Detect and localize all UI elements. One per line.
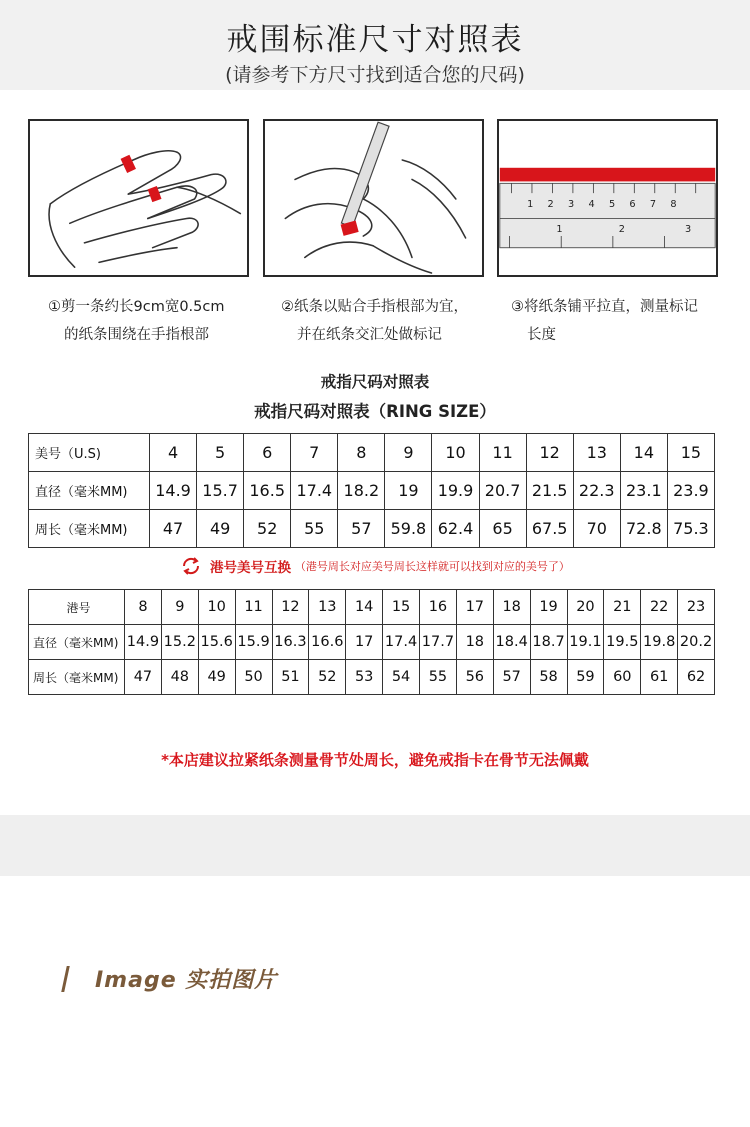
step-3-caption-line2: 长度	[527, 327, 556, 343]
swap-arrows-icon	[180, 555, 202, 577]
ruler-top-label-7: 7	[649, 198, 657, 210]
table-cell: 20.2	[678, 625, 715, 660]
size-table-title: 戒指尺码对照表	[320, 373, 430, 391]
row-header: 周长（毫米MM)	[29, 660, 125, 695]
table-cell: 15	[383, 590, 420, 625]
table-cell: 10	[432, 434, 479, 472]
table-cell: 12	[526, 434, 573, 472]
table-cell: 15.2	[161, 625, 198, 660]
page-subtitle: (请参考下方尺寸找到适合您的尺码)	[225, 64, 525, 86]
pen-marking-icon	[265, 121, 482, 275]
hk-row-size	[29, 590, 715, 625]
table-cell: 20.7	[479, 472, 526, 510]
table-cell: 47	[150, 510, 197, 548]
row-header: 港号	[29, 590, 125, 625]
table-cell: 22	[641, 590, 678, 625]
conversion-detail: （港号周长对应美号周长这样就可以找到对应的美号了）	[294, 560, 570, 573]
ruler-top-label-5: 5	[608, 198, 616, 210]
table-cell: 62	[678, 660, 715, 695]
ruler-top-label-3: 3	[568, 198, 575, 210]
table-cell: 57	[493, 660, 530, 695]
table-cell: 13	[573, 434, 620, 472]
table-cell: 14	[346, 590, 383, 625]
conversion-label: 港号美号互换	[210, 560, 291, 576]
table-cell: 15.9	[235, 625, 272, 660]
table-cell: 19.9	[432, 472, 479, 510]
conversion-note	[0, 555, 750, 581]
ruler-bottom-label-2: 2	[618, 224, 625, 236]
step-1-caption	[48, 293, 224, 349]
row-header: 美号（U.S)	[29, 434, 150, 472]
table-cell: 21	[604, 590, 641, 625]
table-cell: 19	[385, 472, 432, 510]
table-cell: 23	[678, 590, 715, 625]
table-cell: 16	[420, 590, 457, 625]
step-2-caption-line2: 并在纸条交汇处做标记	[297, 327, 442, 343]
section-divider-band	[0, 815, 750, 876]
ruler-top-label-6: 6	[629, 198, 636, 210]
table-cell: 62.4	[432, 510, 479, 548]
table-cell: 23.1	[620, 472, 667, 510]
table-cell: 8	[125, 590, 162, 625]
table-cell: 4	[150, 434, 197, 472]
table-cell: 19	[530, 590, 567, 625]
us-row-diameter	[29, 472, 715, 510]
table-cell: 15	[667, 434, 714, 472]
step-1-caption-line1: ①剪一条约长9cm宽0.5cm	[48, 299, 225, 315]
page-title: 戒围标准尺寸对照表	[226, 22, 524, 58]
table-cell: 11	[235, 590, 272, 625]
measurement-warning: *本店建议拉紧纸条测量骨节处周长，避免戒指卡在骨节无法佩戴	[161, 751, 589, 769]
hand-wrap-icon	[30, 121, 247, 275]
table-cell: 75.3	[667, 510, 714, 548]
table-cell: 51	[272, 660, 309, 695]
row-header: 直径（毫米MM)	[29, 625, 125, 660]
table-cell: 18	[493, 590, 530, 625]
step-3-illustration	[497, 119, 718, 277]
table-cell: 22.3	[573, 472, 620, 510]
ruler-top-label-1: 1	[527, 198, 534, 210]
table-cell: 54	[383, 660, 420, 695]
table-cell: 19.8	[641, 625, 678, 660]
table-cell: 61	[641, 660, 678, 695]
table-cell: 56	[456, 660, 493, 695]
heading-bar-icon	[61, 966, 70, 992]
table-cell: 58	[530, 660, 567, 695]
table-cell: 49	[197, 510, 244, 548]
step-1-caption-line2: 的纸条围绕在手指根部	[64, 327, 209, 343]
table-cell: 16.6	[309, 625, 346, 660]
table-cell: 9	[385, 434, 432, 472]
ruler-top-label-4: 4	[588, 198, 595, 210]
table-cell: 14.9	[150, 472, 197, 510]
table-cell: 5	[197, 434, 244, 472]
table-cell: 14.9	[125, 625, 162, 660]
step-2-caption-line1: ②纸条以贴合手指根部为宜，	[281, 299, 468, 315]
ruler-top-label-8: 8	[670, 198, 677, 210]
us-size-table	[28, 433, 715, 548]
table-cell: 9	[161, 590, 198, 625]
table-cell: 16.5	[244, 472, 291, 510]
table-cell: 72.8	[620, 510, 667, 548]
table-cell: 17	[456, 590, 493, 625]
table-cell: 18.4	[493, 625, 530, 660]
ruler-bottom-label-3: 3	[684, 224, 692, 236]
step-2-caption	[281, 293, 468, 349]
table-cell: 18.7	[530, 625, 567, 660]
table-cell: 17.4	[383, 625, 420, 660]
us-row-size	[29, 434, 715, 472]
table-cell: 8	[338, 434, 385, 472]
table-cell: 13	[309, 590, 346, 625]
table-cell: 47	[125, 660, 162, 695]
table-cell: 19.1	[567, 625, 604, 660]
step-2-illustration	[263, 119, 484, 277]
image-section-heading	[64, 963, 277, 994]
table-cell: 15.7	[197, 472, 244, 510]
step-3-caption-line1: ③将纸条铺平拉直，测量标记	[511, 299, 698, 315]
table-cell: 20	[567, 590, 604, 625]
table-cell: 12	[272, 590, 309, 625]
table-cell: 59.8	[385, 510, 432, 548]
hk-row-diameter	[29, 625, 715, 660]
table-cell: 48	[161, 660, 198, 695]
table-cell: 50	[235, 660, 272, 695]
table-cell: 6	[244, 434, 291, 472]
step-1-illustration	[28, 119, 249, 277]
hk-size-table	[28, 589, 715, 695]
table-cell: 18	[456, 625, 493, 660]
table-cell: 14	[620, 434, 667, 472]
row-header: 直径（毫米MM)	[29, 472, 150, 510]
us-row-circumference	[29, 510, 715, 548]
size-table-subtitle: 戒指尺码对照表（RING SIZE）	[254, 402, 496, 421]
table-cell: 55	[420, 660, 457, 695]
table-cell: 17.7	[420, 625, 457, 660]
table-cell: 11	[479, 434, 526, 472]
ruler-icon	[499, 121, 716, 275]
step-3-caption	[511, 293, 698, 349]
image-section-label: Image 实拍图片	[95, 968, 278, 993]
table-cell: 49	[198, 660, 235, 695]
table-cell: 52	[309, 660, 346, 695]
table-cell: 53	[346, 660, 383, 695]
table-cell: 65	[479, 510, 526, 548]
table-cell: 52	[244, 510, 291, 548]
table-cell: 19.5	[604, 625, 641, 660]
table-cell: 10	[198, 590, 235, 625]
table-cell: 57	[338, 510, 385, 548]
table-cell: 16.3	[272, 625, 309, 660]
table-cell: 70	[573, 510, 620, 548]
table-cell: 67.5	[526, 510, 573, 548]
table-cell: 60	[604, 660, 641, 695]
table-cell: 17	[346, 625, 383, 660]
table-cell: 15.6	[198, 625, 235, 660]
table-cell: 59	[567, 660, 604, 695]
ruler-top-label-2: 2	[547, 198, 554, 210]
table-cell: 7	[291, 434, 338, 472]
table-cell: 21.5	[526, 472, 573, 510]
table-cell: 18.2	[338, 472, 385, 510]
row-header: 周长（毫米MM)	[29, 510, 150, 548]
ruler-bottom-label-1: 1	[556, 224, 563, 236]
table-cell: 55	[291, 510, 338, 548]
hk-row-circumference	[29, 660, 715, 695]
table-cell: 17.4	[291, 472, 338, 510]
table-cell: 23.9	[667, 472, 714, 510]
